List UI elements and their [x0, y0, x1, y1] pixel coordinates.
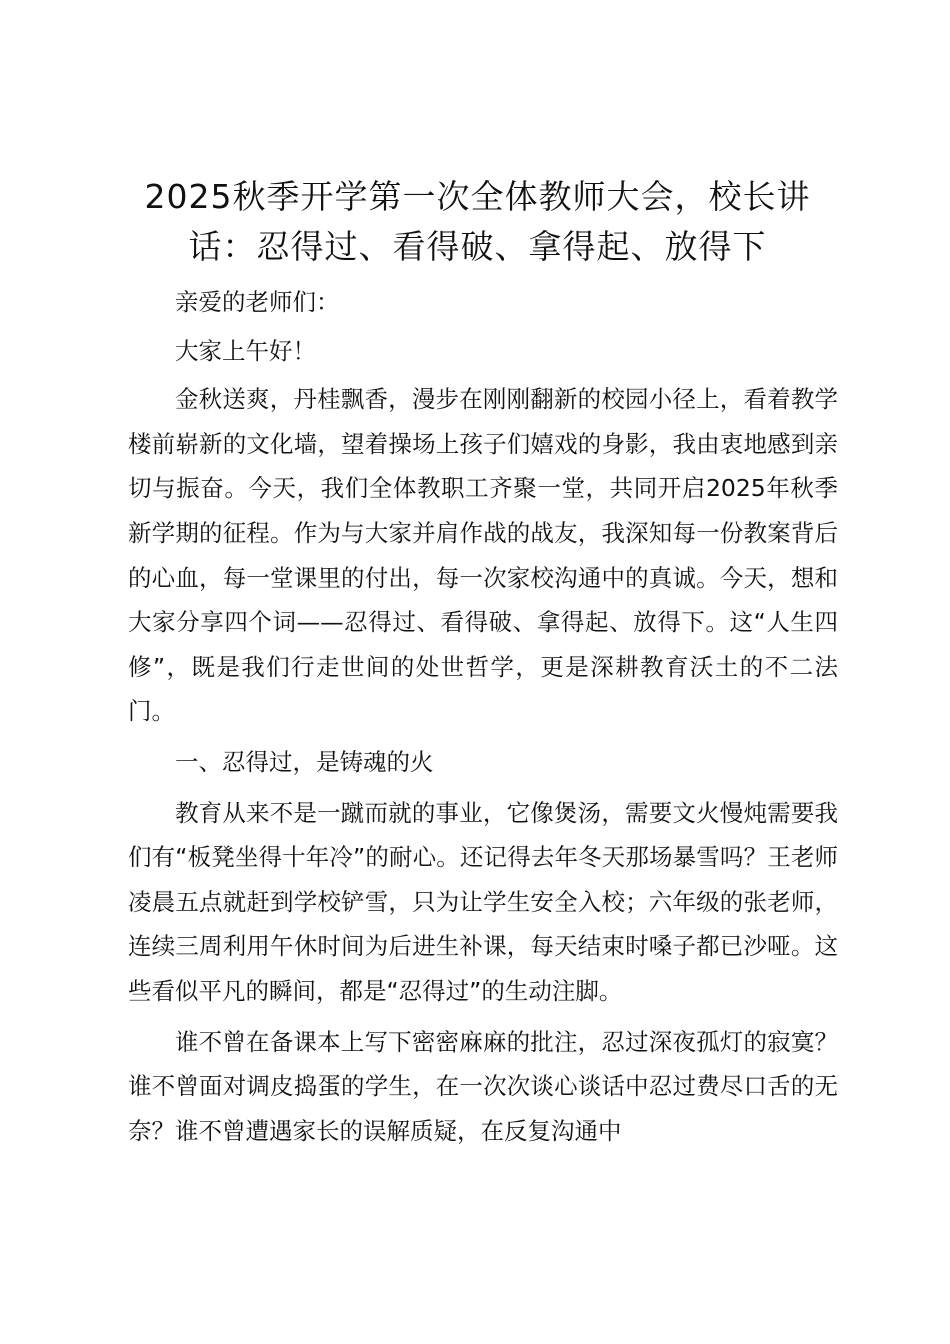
section-1-heading: 一、忍得过，是铸魂的火 — [175, 747, 434, 776]
salutation: 大家上午好！ — [175, 336, 316, 365]
greeting: 亲爱的老师们： — [175, 288, 340, 316]
intro-paragraph: 金秋送爽，丹桂飘香，漫步在刚刚翻新的校园小径上，看着教学楼前崭新的文化墙，望着操场上孩子们嬉戏的身影，我由衷地感到亲切与振奋。今天，我们全体教职工齐聚一堂，共同开启2025年秋季新学期的征程。作为与大家并肩作战的战友，我深知每一份教案背后的心血，每一堂课里的付出，每一次家校沟通中的真诚。今天，想和大家分享四个词——忍得过、看得破、拿得起、放得下。这“人生四修”，既是我们行走世间的处世哲学，更是深耕教育沃土的不二法门。 — [128, 385, 838, 726]
document-title: 2025秋季开学第一次全体教师大会，校长讲话：忍得过、看得破、拿得起、放得下 — [144, 177, 811, 266]
section-1-paragraph-2: 谁不曾在备课本上写下密密麻麻的批注，忍过深夜孤灯的寂寞？谁不曾面对调皮捣蛋的学生，在一次次谈心谈话中忍过费尽口舌的无奈？谁不曾遭遇家长的误解质疑，在反复沟通中 — [128, 1027, 838, 1145]
section-1-paragraph-1: 教育从来不是一蹴而就的事业，它像煲汤，需要文火慢炖需要我们有“板凳坐得十年冷”的耐心。还记得去年冬天那场暴雪吗？王老师凌晨五点就赶到学校铲雪，只为让学生安全入校；六年级的张老师，连续三周利用午休时间为后进生补课，每天结束时嗓子都已沙哑。这些看似平凡的瞬间，都是“忍得过”的生动注脚。 — [128, 798, 838, 1005]
document-body — [128, 280, 838, 1153]
